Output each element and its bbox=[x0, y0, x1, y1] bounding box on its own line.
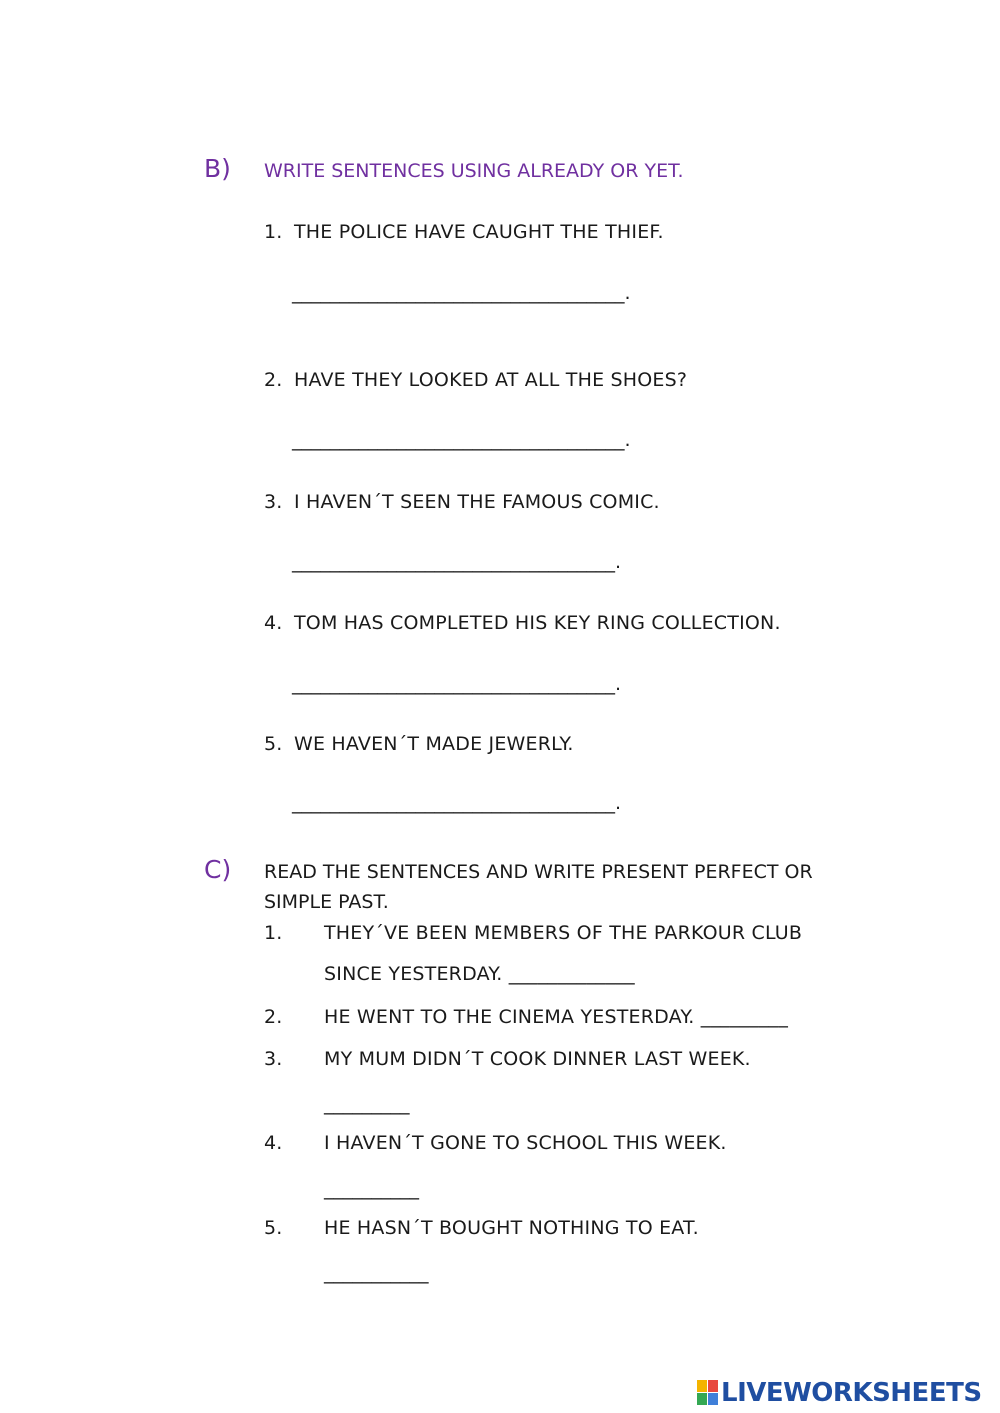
c-item-5-number: 5. bbox=[264, 1217, 283, 1239]
c-item-3-answer-line[interactable]: _________ bbox=[324, 1093, 410, 1115]
liveworksheets-logo-text: LIVEWORKSHEETS bbox=[721, 1378, 982, 1408]
b-item-1-answer-line[interactable]: ___________________________________. bbox=[292, 282, 631, 304]
liveworksheets-logo-icon bbox=[697, 1380, 719, 1406]
c-item-2-text[interactable]: HE WENT TO THE CINEMA YESTERDAY. _________ bbox=[324, 1006, 789, 1028]
c-item-5-answer-line[interactable]: ___________ bbox=[324, 1262, 429, 1284]
section-c-label: C) bbox=[204, 855, 232, 884]
section-c-instruction-line2: SIMPLE PAST. bbox=[264, 891, 389, 913]
b-item-2-number: 2. bbox=[264, 369, 283, 391]
section-c-instruction-line1: READ THE SENTENCES AND WRITE PRESENT PERFECT OR bbox=[264, 861, 813, 883]
c-item-1-answer-line[interactable]: SINCE YESTERDAY. _____________ bbox=[324, 963, 635, 985]
c-item-1-text: THEY´VE BEEN MEMBERS OF THE PARKOUR CLUB bbox=[324, 922, 803, 944]
b-item-4-answer-line[interactable]: __________________________________. bbox=[292, 673, 622, 695]
b-item-5-number: 5. bbox=[264, 733, 283, 755]
b-item-1-number: 1. bbox=[264, 221, 283, 243]
c-item-3-text: MY MUM DIDN´T COOK DINNER LAST WEEK. bbox=[324, 1048, 751, 1070]
c-item-5-text: HE HASN´T BOUGHT NOTHING TO EAT. bbox=[324, 1217, 699, 1239]
c-item-4-text: I HAVEN´T GONE TO SCHOOL THIS WEEK. bbox=[324, 1132, 727, 1154]
c-item-1-number: 1. bbox=[264, 922, 283, 944]
b-item-2-answer-line[interactable]: ___________________________________. bbox=[292, 429, 631, 451]
b-item-5-answer-line[interactable]: __________________________________. bbox=[292, 792, 622, 814]
c-item-2-number: 2. bbox=[264, 1006, 283, 1028]
section-b-label: B) bbox=[204, 154, 231, 183]
c-item-4-number: 4. bbox=[264, 1132, 283, 1154]
b-item-1-text: THE POLICE HAVE CAUGHT THE THIEF. bbox=[294, 221, 664, 243]
b-item-2-text: HAVE THEY LOOKED AT ALL THE SHOES? bbox=[294, 369, 688, 391]
b-item-5-text: WE HAVEN´T MADE JEWERLY. bbox=[294, 733, 574, 755]
c-item-4-answer-line[interactable]: __________ bbox=[324, 1178, 419, 1200]
b-item-3-number: 3. bbox=[264, 491, 283, 513]
c-item-3-number: 3. bbox=[264, 1048, 283, 1070]
b-item-3-text: I HAVEN´T SEEN THE FAMOUS COMIC. bbox=[294, 491, 660, 513]
section-b-instruction: WRITE SENTENCES USING ALREADY OR YET. bbox=[264, 160, 684, 182]
b-item-3-answer-line[interactable]: __________________________________. bbox=[292, 551, 622, 573]
b-item-4-text: TOM HAS COMPLETED HIS KEY RING COLLECTION. bbox=[294, 612, 781, 634]
b-item-4-number: 4. bbox=[264, 612, 283, 634]
liveworksheets-logo bbox=[697, 1378, 982, 1408]
